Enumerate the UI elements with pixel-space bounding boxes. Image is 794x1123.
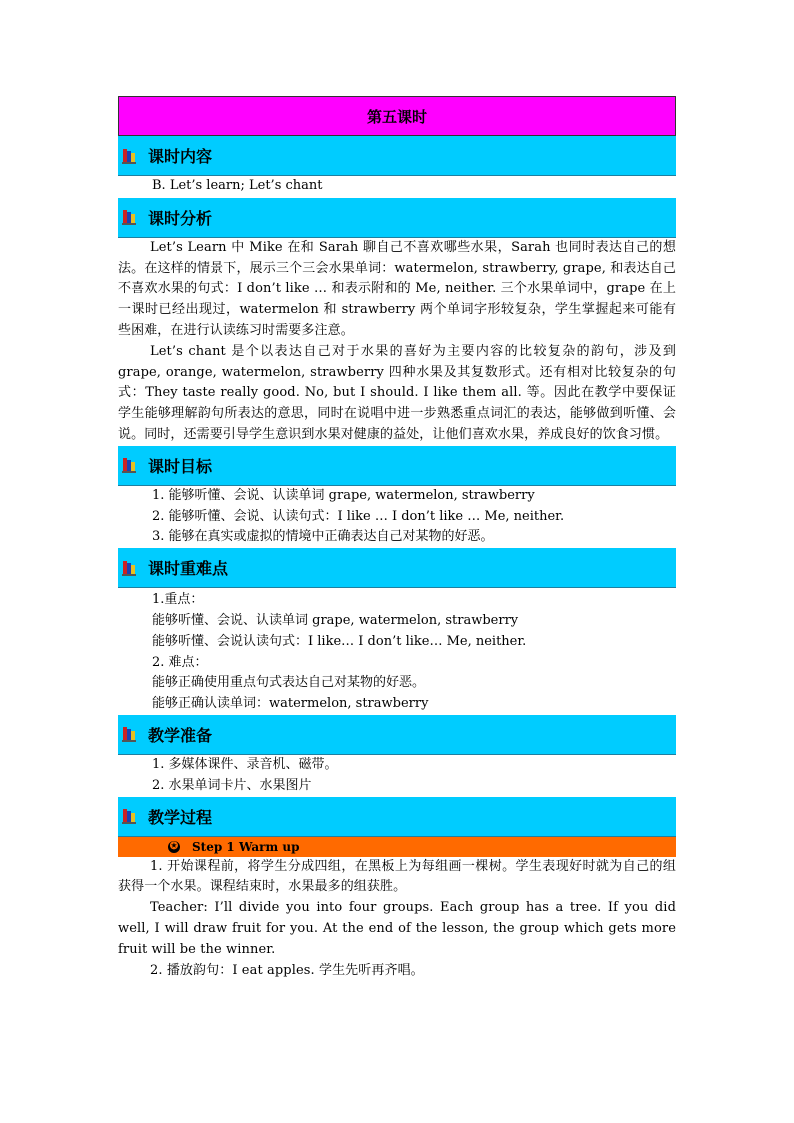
lesson-title: 第五课时 <box>118 96 676 136</box>
section-heading: 课时分析 <box>148 208 213 228</box>
list-item: 1. 多媒体课件、录音机、磁带。 <box>152 756 338 772</box>
section-header-keypoints <box>118 548 676 588</box>
list-item: 1.重点： <box>152 592 204 608</box>
book-stack-icon <box>122 561 136 575</box>
star-icon: ✪ <box>169 840 179 852</box>
list-item: 3. 能够在真实或虚拟的情境中正确表达自己对某物的好恶。 <box>152 529 494 545</box>
list-item: 能够正确使用重点句式表达自己对某物的好恶。 <box>152 675 426 691</box>
process-paragraph: 2. 播放韵句：I eat apples. 学生先听再齐唱。 <box>150 962 424 978</box>
list-item: 能够听懂、会说、认读单词 grape, watermelon, strawberry <box>152 612 519 628</box>
list-item: 2. 能够听懂、会说、认读句式：I like … I don’t like … Me, neither. <box>152 508 565 524</box>
list-item: 能够正确认读单词：watermelon, strawberry <box>152 696 429 712</box>
list-item: 2. 水果单词卡片、水果图片 <box>152 777 312 793</box>
section-heading: 课时内容 <box>148 147 213 166</box>
process-paragraph: 1. 开始课程前，将学生分成四组，在黑板上为每组画一棵树。学生表现好时就为自己的组获得一个水果。课程结束时，水果最多的组获胜。 <box>118 858 676 895</box>
section-header-goals <box>118 446 676 486</box>
section-header-content <box>118 136 676 176</box>
book-stack-icon <box>122 727 136 741</box>
book-stack-icon <box>122 149 136 163</box>
list-item: 1. 能够听懂、会说、认读单词 grape, watermelon, strawberry <box>152 487 535 503</box>
analysis-paragraph: Let’s Learn 中 Mike 在和 Sarah 聊自己不喜欢哪些水果，Sarah 也同时表达自己的想法。在这样的情景下，展示三个三会水果单词：watermelon, strawberry, grape, 和表达自己不喜欢水果的句式：I don’t like … 和表示附和的 Me, neither. 三个水果单词中，grape 在上一课时已经出现过，watermelon 和 strawberry 两个单词字形较复杂，学生掌握起来可能有些困难，在进行认读练习时需要多注意。 <box>118 239 676 338</box>
book-stack-icon <box>122 458 136 472</box>
keypoints-list <box>118 588 676 715</box>
list-item: 2. 难点： <box>152 654 208 670</box>
lesson-plan-page <box>118 96 676 981</box>
book-stack-icon <box>122 210 136 224</box>
step-label: Step 1 Warm up <box>192 839 300 854</box>
book-stack-icon <box>122 809 136 823</box>
section-heading: 课时目标 <box>148 456 213 476</box>
section-header-prep <box>118 715 676 755</box>
section-heading: 教学过程 <box>148 807 213 827</box>
section-header-analysis <box>118 198 676 238</box>
section-heading: 课时重难点 <box>148 559 229 579</box>
section-header-process <box>118 797 676 837</box>
list-item: 能够听懂、会说认读句式：I like… I don’t like… Me, neither. <box>152 633 527 649</box>
content-line: B. Let’s learn; Let’s chant <box>152 178 323 193</box>
step-header <box>118 837 676 857</box>
section-heading: 教学准备 <box>148 725 213 745</box>
prep-list <box>118 755 676 797</box>
process-paragraph: Teacher: I’ll divide you into four groups. Each group has a tree. If you did well, I will draw fruit for you. At the end of the lesson, the group which gets more fruit will be the winner. <box>118 900 676 957</box>
analysis-paragraph: Let’s chant 是个以表达自己对于水果的喜好为主要内容的比较复杂的韵句，涉及到 grape, orange, watermelon, strawberry 四种水果及其复数形式。还有相对比较复杂的句式：They taste really good. No, but I should. I like them all. 等。因此在教学中要保证学生能够理解韵句所表达的意思，同时在说唱中进一步熟悉重点词汇的表达，能够做到听懂、会说。同时，还需要引导学生意识到水果对健康的益处，让他们喜欢水果，养成良好的饮食习惯。 <box>118 343 676 442</box>
goals-list <box>118 486 676 548</box>
